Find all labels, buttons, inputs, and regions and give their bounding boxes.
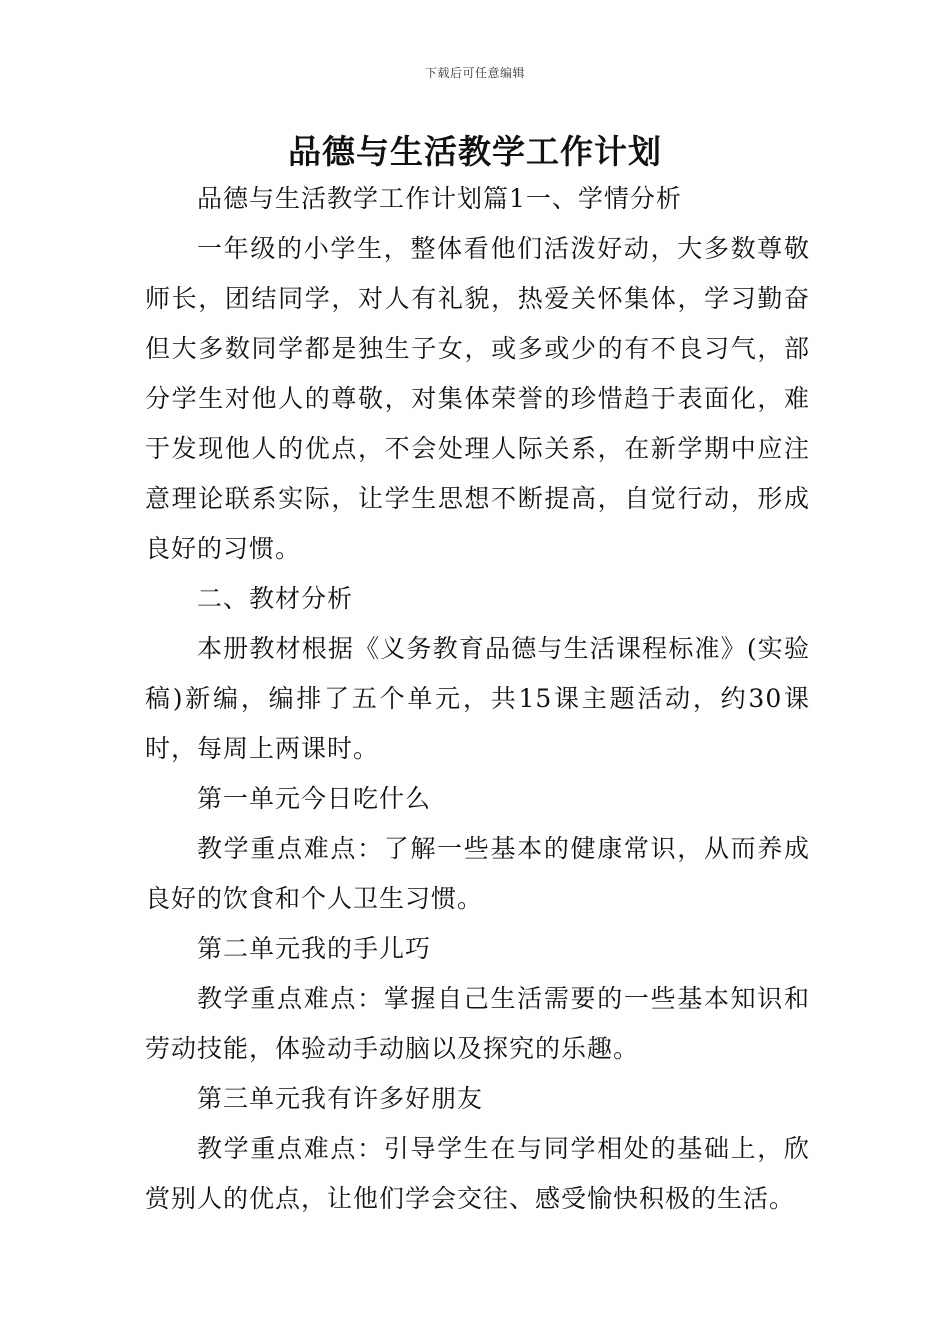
paragraph-unit-1-focus: 教学重点难点：了解一些基本的健康常识，从而养成良好的饮食和个人卫生习惯。 — [145, 834, 810, 913]
paragraph-unit-1-heading: 第一单元今日吃什么 — [197, 784, 432, 813]
paragraph-unit-2-heading: 第二单元我的手儿巧 — [197, 934, 432, 963]
paragraph-unit-3-focus: 教学重点难点：引导学生在与同学相处的基础上，欣赏别人的优点，让他们学会交往、感受愉快积极的生活。 — [145, 1134, 810, 1213]
paragraph-unit-2-focus: 教学重点难点：掌握自己生活需要的一些基本知识和劳动技能，体验动手动脑以及探究的乐趣。 — [145, 984, 810, 1063]
document-title: 品德与生活教学工作计划 — [288, 132, 662, 171]
paragraph-unit-3-heading: 第三单元我有许多好朋友 — [197, 1084, 484, 1113]
paragraph-intro-heading: 品德与生活教学工作计划篇1一、学情分析 — [197, 184, 682, 213]
document-body — [145, 174, 810, 1224]
header-note: 下载后可任意编辑 — [424, 66, 525, 80]
paragraph-material-heading: 二、教材分析 — [197, 584, 354, 613]
paragraph-material-analysis: 本册教材根据《义务教育品德与生活课程标准》(实验稿)新编，编排了五个单元，共15课主题活动，约30课时，每周上两课时。 — [145, 634, 810, 763]
paragraph-student-analysis: 一年级的小学生，整体看他们活泼好动，大多数尊敬师长，团结同学，对人有礼貌，热爱关怀集体，学习勤奋但大多数同学都是独生子女，或多或少的有不良习气，部分学生对他人的尊敬，对集体荣誉的珍惜趋于表面化，难于发现他人的优点，不会处理人际关系，在新学期中应注意理论联系实际，让学生思想不断提高，自觉行动，形成良好的习惯。 — [145, 234, 810, 563]
